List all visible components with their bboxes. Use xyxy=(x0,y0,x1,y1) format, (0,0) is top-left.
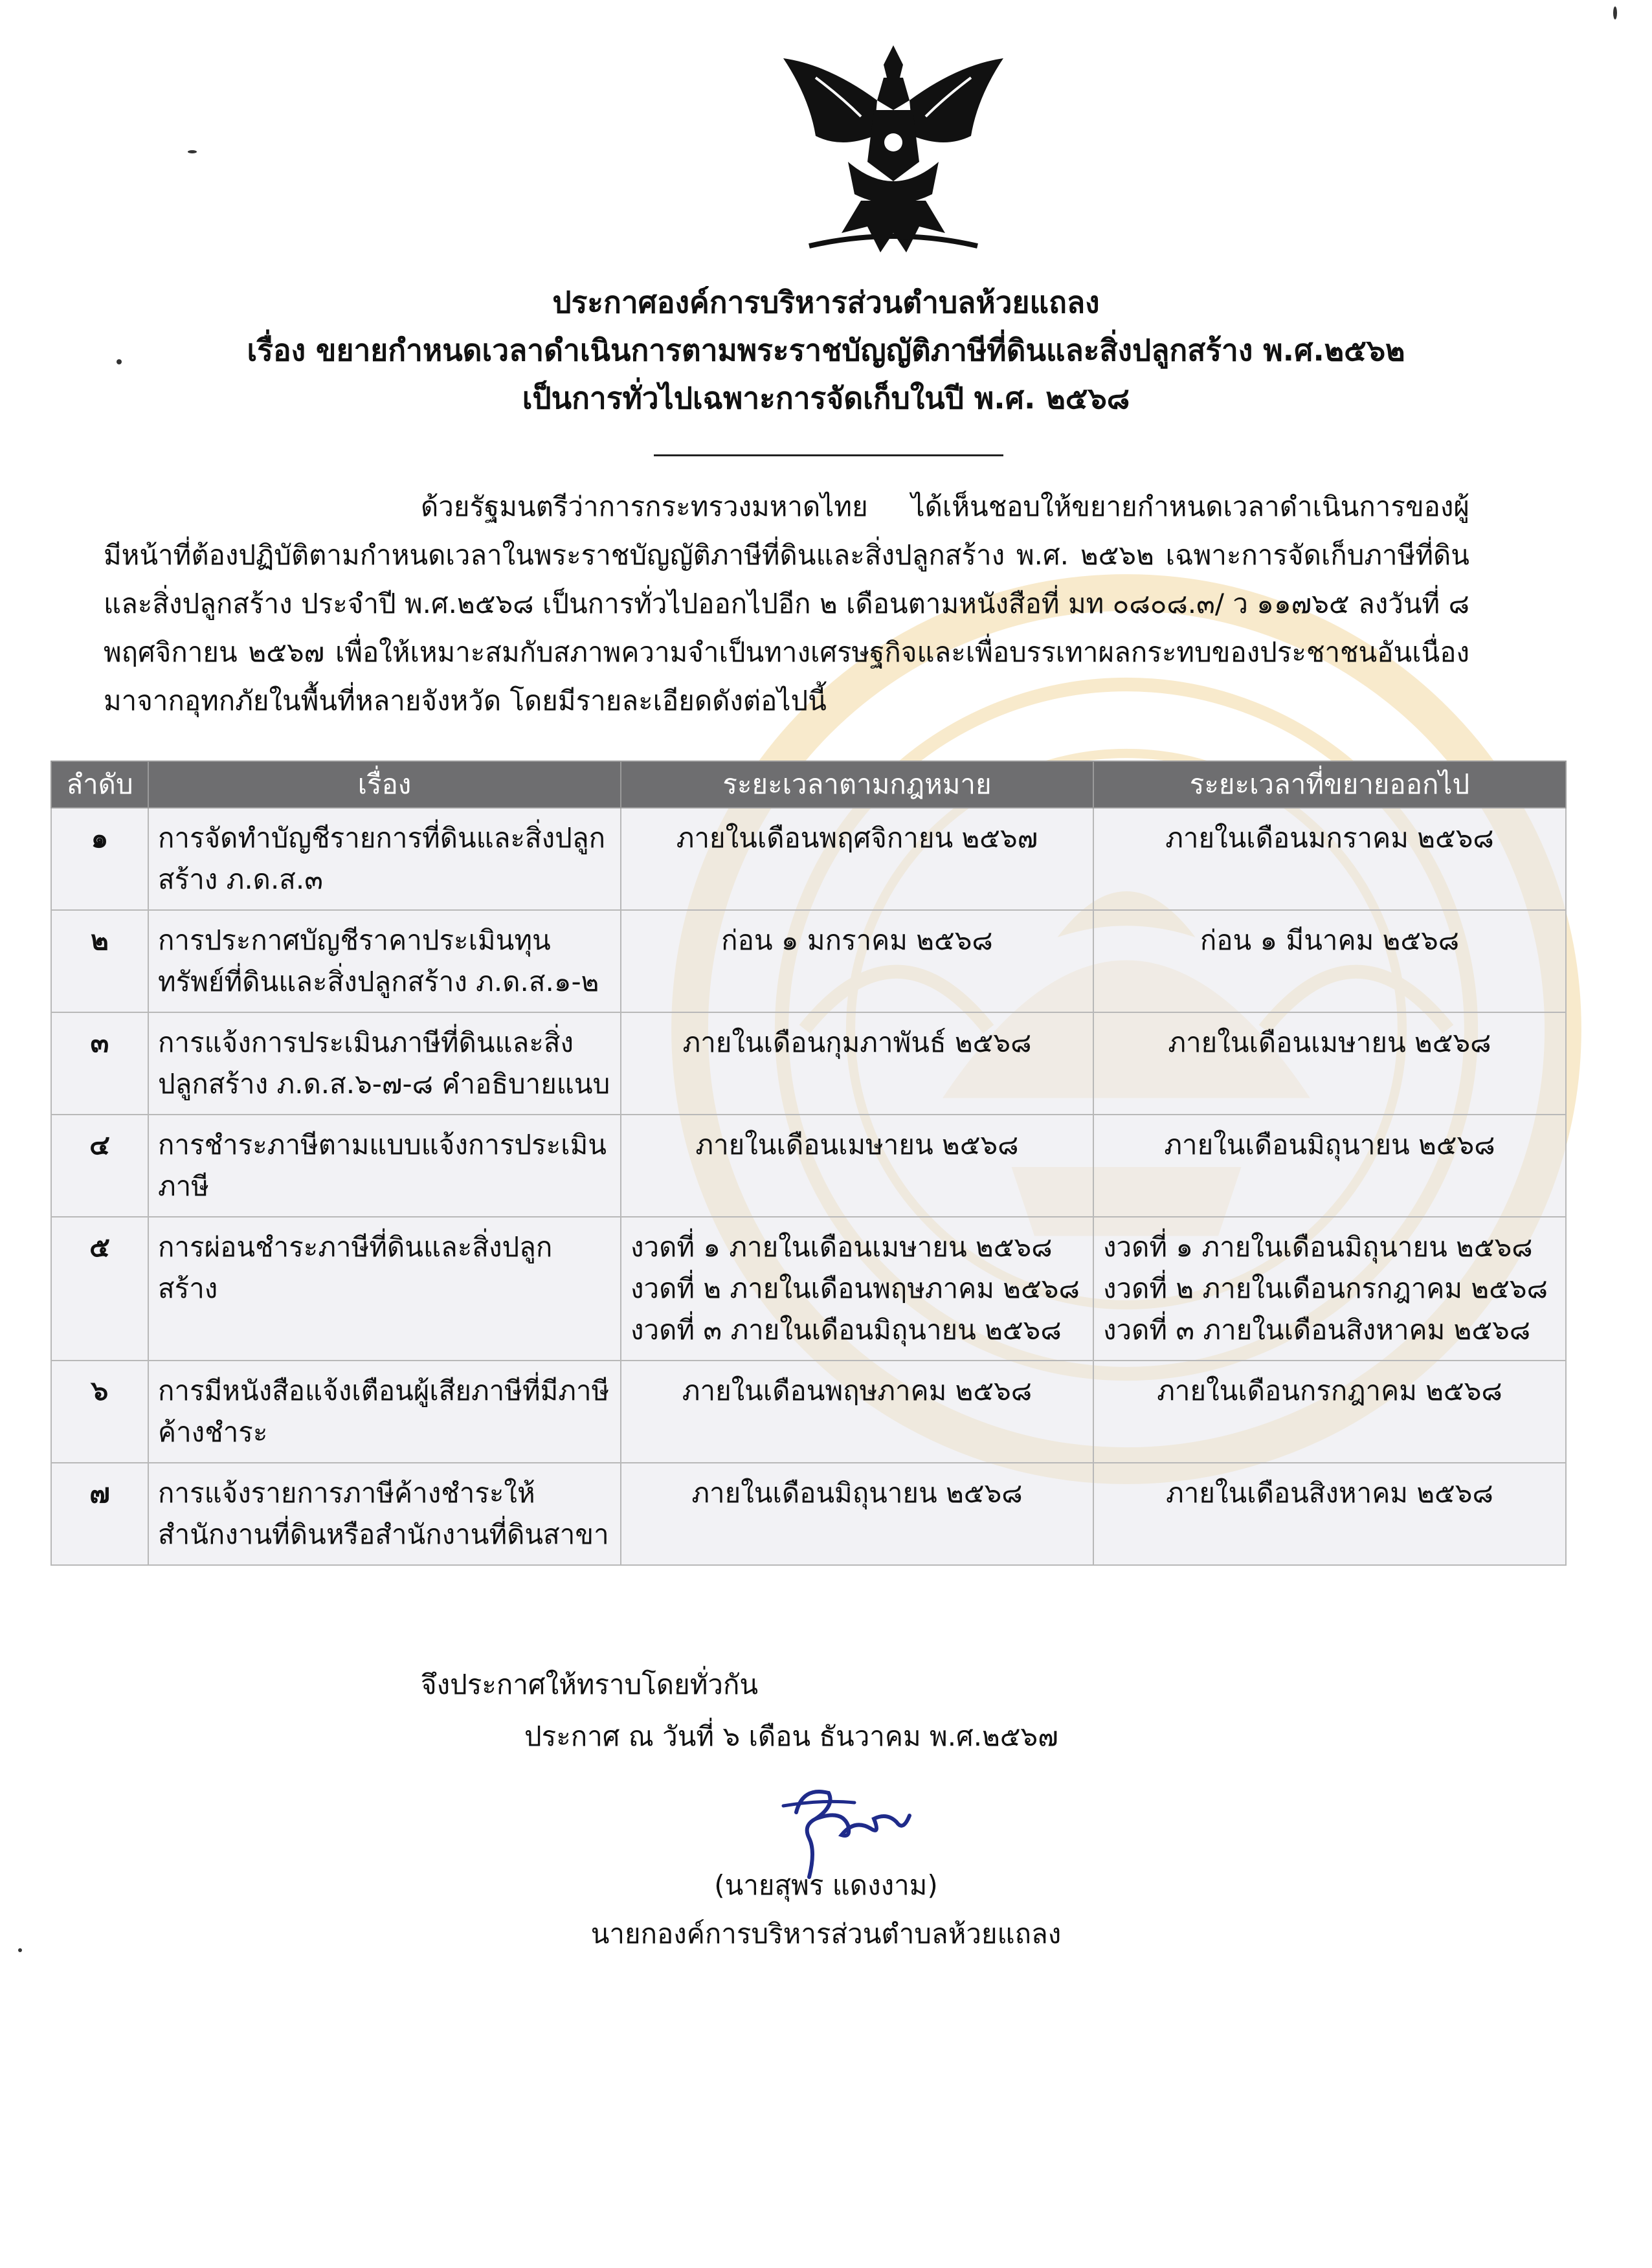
table-row xyxy=(51,1361,1566,1463)
table-row xyxy=(51,910,1566,1012)
table-row xyxy=(51,1217,1566,1361)
legal-installment-2: งวดที่ ๒ ภายในเดือนพฤษภาคม ๒๕๖๘ xyxy=(631,1273,1080,1304)
table-row xyxy=(51,1115,1566,1217)
row-subject: การแจ้งรายการภาษีค้างชำระให้สำนักงานที่ดินหรือสำนักงานที่ดินสาขา xyxy=(148,1463,621,1565)
announcement-title xyxy=(0,278,1652,422)
scan-speck xyxy=(117,359,122,364)
table-row xyxy=(51,1463,1566,1565)
row-legal-period: ภายในเดือนกุมภาพันธ์ ๒๕๖๘ xyxy=(621,1012,1093,1115)
row-subject: การผ่อนชำระภาษีที่ดินและสิ่งปลูกสร้าง xyxy=(148,1217,621,1361)
row-subject: การชำระภาษีตามแบบแจ้งการประเมินภาษี xyxy=(148,1115,621,1217)
extended-installment-3: งวดที่ ๓ ภายในเดือนสิงหาคม ๒๕๖๘ xyxy=(1103,1314,1531,1346)
title-line-2: เรื่อง ขยายกำหนดเวลาดำเนินการตามพระราชบัญญัติภาษีที่ดินและสิ่งปลูกสร้าง พ.ศ.๒๕๖๒ xyxy=(247,333,1405,368)
title-line-3: เป็นการทั่วไปเฉพาะการจัดเก็บในปี พ.ศ. ๒๕๖๘ xyxy=(522,381,1130,416)
row-legal-period: ภายในเดือนพฤษภาคม ๒๕๖๘ xyxy=(621,1361,1093,1463)
table-header-row xyxy=(51,761,1566,808)
row-subject: การประกาศบัญชีราคาประเมินทุนทรัพย์ที่ดินและสิ่งปลูกสร้าง ภ.ด.ส.๑-๒ xyxy=(148,910,621,1012)
row-no: ๕ xyxy=(51,1217,148,1361)
title-divider xyxy=(654,454,1003,456)
row-legal-installments xyxy=(621,1217,1093,1361)
header-no: ลำดับ xyxy=(51,761,148,808)
row-extended-period: ภายในเดือนกรกฎาคม ๒๕๖๘ xyxy=(1093,1361,1566,1463)
row-no: ๔ xyxy=(51,1115,148,1217)
row-subject: การจัดทำบัญชีรายการที่ดินและสิ่งปลูกสร้าง ภ.ด.ส.๓ xyxy=(148,808,621,910)
row-no: ๓ xyxy=(51,1012,148,1115)
scan-speck xyxy=(18,1948,22,1952)
scan-speck xyxy=(188,150,197,153)
header-legal-period: ระยะเวลาตามกฎหมาย xyxy=(621,761,1093,808)
row-extended-period: ภายในเดือนเมษายน ๒๕๖๘ xyxy=(1093,1012,1566,1115)
row-legal-period: ภายในเดือนเมษายน ๒๕๖๘ xyxy=(621,1115,1093,1217)
legal-installment-1: งวดที่ ๑ ภายในเดือนเมษายน ๒๕๖๘ xyxy=(631,1231,1053,1263)
extended-installment-1: งวดที่ ๑ ภายในเดือนมิถุนายน ๒๕๖๘ xyxy=(1103,1231,1533,1263)
garuda-emblem-icon xyxy=(770,39,1016,265)
row-no: ๖ xyxy=(51,1361,148,1463)
scan-speck xyxy=(1613,6,1617,19)
header-subject: เรื่อง xyxy=(148,761,621,808)
row-extended-period: ก่อน ๑ มีนาคม ๒๕๖๘ xyxy=(1093,910,1566,1012)
row-legal-period: ก่อน ๑ มกราคม ๒๕๖๘ xyxy=(621,910,1093,1012)
title-line-1: ประกาศองค์การบริหารส่วนตำบลห้วยแถลง xyxy=(552,285,1100,320)
body-paragraph xyxy=(104,482,1469,725)
header-extended-period: ระยะเวลาที่ขยายออกไป xyxy=(1093,761,1566,808)
row-legal-period: ภายในเดือนมิถุนายน ๒๕๖๘ xyxy=(621,1463,1093,1565)
schedule-table xyxy=(50,761,1567,1566)
legal-installment-3: งวดที่ ๓ ภายในเดือนมิถุนายน ๒๕๖๘ xyxy=(631,1314,1062,1346)
table-row xyxy=(51,1012,1566,1115)
signer-title: นายกองค์การบริหารส่วนตำบลห้วยแถลง xyxy=(590,1918,1062,1950)
row-subject: การมีหนังสือแจ้งเตือนผู้เสียภาษีที่มีภาษีค้างชำระ xyxy=(148,1361,621,1463)
row-extended-installments xyxy=(1093,1217,1566,1361)
row-no: ๗ xyxy=(51,1463,148,1565)
row-extended-period: ภายในเดือนมกราคม ๒๕๖๘ xyxy=(1093,808,1566,910)
row-no: ๒ xyxy=(51,910,148,1012)
signer-name: (นายสุพร แดงงาม) xyxy=(714,1869,938,1901)
row-no: ๑ xyxy=(51,808,148,910)
row-extended-period: ภายในเดือนมิถุนายน ๒๕๖๘ xyxy=(1093,1115,1566,1217)
extended-installment-2: งวดที่ ๒ ภายในเดือนกรกฎาคม ๒๕๖๘ xyxy=(1103,1273,1548,1304)
body-paragraph-text: ด้วยรัฐมนตรีว่าการกระทรวงมหาดไทย ได้เห็นชอบให้ขยายกำหนดเวลาดำเนินการของผู้มีหน้าที่ต้องปฏิบัติตามกำหนดเวลาในพระราชบัญญัติภาษีที่ดินและสิ่งปลูกสร้าง พ.ศ. ๒๕๖๒ เฉพาะการจัดเก็บภาษีที่ดินและสิ่งปลูกสร้าง ประจำปี พ.ศ.๒๕๖๘ เป็นการทั่วไปออกไปอีก ๒ เดือนตามหนังสือที่ มท ๐๘๐๘.๓/ ว ๑๑๗๖๕ ลงวันที่ ๘ พฤศจิกายน ๒๕๖๗ เพื่อให้เหมาะสมกับสภาพความจำเป็นทางเศรษฐกิจและเพื่อบรรเทาผลกระทบของประชาชนอันเนื่องมาจากอุทกภัยในพื้นที่หลายจังหวัด โดยมีรายละเอียดดังต่อไปนี้ xyxy=(104,491,1469,717)
table-row xyxy=(51,808,1566,910)
announcement-date: ประกาศ ณ วันที่ ๖ เดือน ธันวาคม พ.ศ.๒๕๖๗ xyxy=(524,1720,1058,1752)
row-subject: การแจ้งการประเมินภาษีที่ดินและสิ่งปลูกสร้าง ภ.ด.ส.๖-๗-๘ คำอธิบายแนบ xyxy=(148,1012,621,1115)
closing-statement: จึงประกาศให้ทราบโดยทั่วกัน xyxy=(421,1669,759,1700)
row-legal-period: ภายในเดือนพฤศจิกายน ๒๕๖๗ xyxy=(621,808,1093,910)
row-extended-period: ภายในเดือนสิงหาคม ๒๕๖๘ xyxy=(1093,1463,1566,1565)
